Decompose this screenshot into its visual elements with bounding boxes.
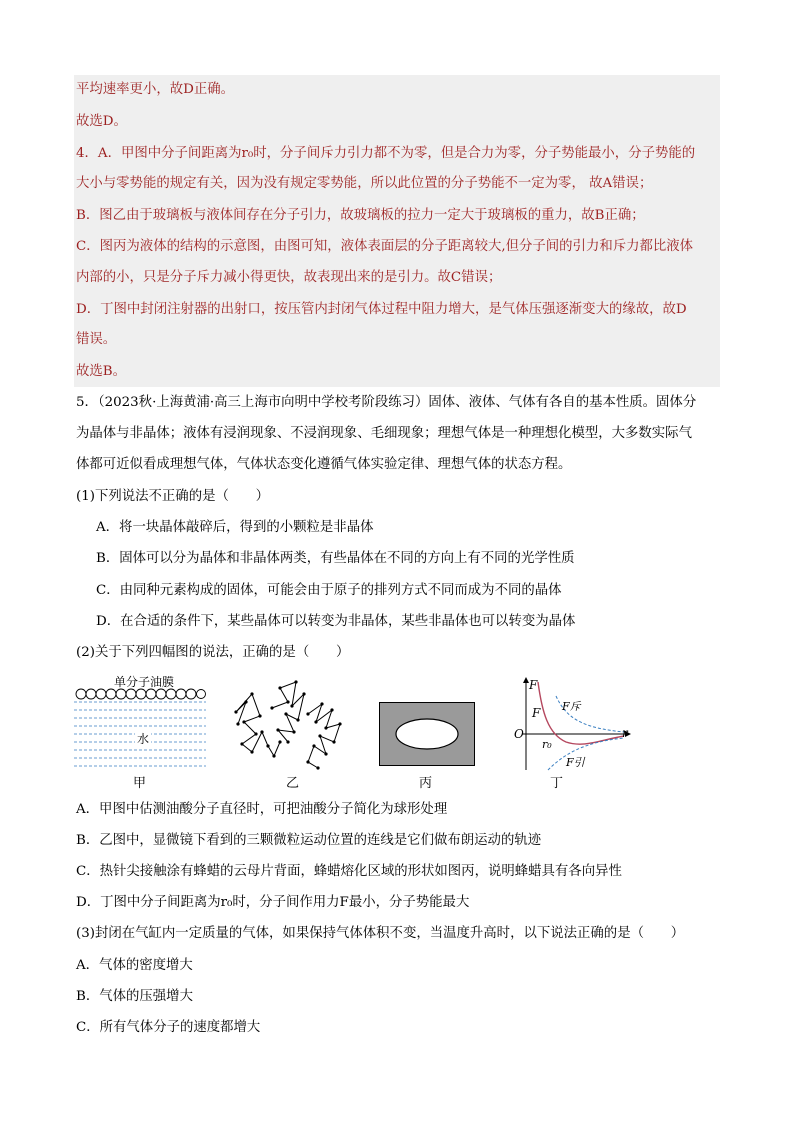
label-repulsive-force: F斥	[562, 700, 581, 713]
label-attractive-force: F引	[566, 756, 585, 769]
answer-line: D．丁图中封闭注射器的出射口，按压管内封闭气体过程中阻力增大，是气体压强逐渐变大的缘故，故D	[76, 302, 687, 317]
question-stem: 为晶体与非晶体；液体有浸润现象、不浸润现象、毛细现象；理想气体是一种理想化模型，大多数实际气	[76, 426, 692, 441]
answer-line: C．图丙为液体的结构的示意图，由图可知，液体表面层的分子距离较大,但分子间的引力和斥力都比液体	[76, 239, 694, 254]
option: B．气体的压强增大	[76, 989, 193, 1004]
axis-label-r: r	[622, 726, 628, 740]
figure-jia-title: 单分子油膜	[114, 675, 175, 689]
option: B．固体可以分为晶体和非晶体两类，有些晶体在不同的方向上有不同的光学性质	[96, 551, 575, 566]
figure-label-ding: 丁	[550, 776, 564, 791]
axis-label-f: F	[529, 678, 538, 692]
answer-line: 故选B。	[76, 364, 127, 379]
question-stem: 体都可近似看成理想气体，气体状态变化遵循气体实验定律、理想气体的状态方程。	[76, 457, 572, 472]
figure-row	[74, 672, 634, 792]
figure-label-jia: 甲	[133, 776, 147, 791]
wax-melt-diagram	[379, 702, 475, 766]
sub-question: (1)下列说法不正确的是（ ）	[76, 489, 270, 504]
origin-label: O	[514, 727, 524, 741]
option: C．由同种元素构成的固体，可能会由于原子的排列方式不同而成为不同的晶体	[96, 583, 562, 598]
figure-jia-water: 水	[137, 732, 150, 746]
option: A．将一块晶体敲碎后，得到的小颗粒是非晶体	[96, 520, 374, 535]
sub-question: (2)关于下列四幅图的说法，正确的是（ ）	[76, 645, 350, 660]
answer-line: 内部的小，只是分子斥力减小得更快，故表现出来的是引力。故C错误；	[76, 270, 502, 285]
answer-line: 故选D。	[76, 114, 127, 129]
answer-line: 错误。	[76, 332, 117, 347]
answer-block	[74, 75, 720, 387]
label-r0: r₀	[542, 738, 552, 751]
monolayer-diagram	[74, 672, 206, 768]
figure-label-yi: 乙	[286, 776, 300, 791]
option: A．气体的密度增大	[76, 958, 193, 973]
answer-line: 平均速率更小，故D正确。	[76, 82, 235, 97]
option: C．所有气体分子的速度都增大	[76, 1020, 261, 1035]
answer-line: 4．A．甲图中分子间距离为r₀时，分子间斥力引力都不为零，但是合力为零，分子势能最小，分子势能的	[76, 146, 696, 161]
option: A．甲图中估测油酸分子直径时，可把油酸分子简化为球形处理	[76, 802, 448, 817]
brownian-trajectories	[222, 672, 347, 770]
label-net-force: F	[532, 706, 541, 720]
answer-line: B．图乙由于玻璃板与液体间存在分子引力，故玻璃板的拉力一定大于玻璃板的重力，故B正确；	[76, 208, 645, 223]
sub-question: (3)封闭在气缸内一定质量的气体，如果保持气体体积不变，当温度升高时，以下说法正确的是（ ）	[76, 926, 685, 941]
option: D．丁图中分子间距离为r₀时，分子间作用力F最小，分子势能最大	[76, 895, 470, 910]
question-stem: 5．（2023秋·上海黄浦·高三上海市向明中学校考阶段练习）固体、液体、气体有各自的基本性质。固体分	[76, 395, 697, 410]
answer-line: 大小与零势能的规定有关，因为没有规定零势能，所以此位置的分子势能不一定为零， 故A错误；	[76, 176, 653, 191]
option: B．乙图中，显微镜下看到的三颗微粒运动位置的连线是它们做布朗运动的轨迹	[76, 833, 542, 848]
option: C．热针尖接触涂有蜂蜡的云母片背面，蜂蜡熔化区域的形状如图丙，说明蜂蜡具有各向异性	[76, 864, 622, 879]
figure-label-bing: 丙	[419, 776, 433, 791]
option: D．在合适的条件下，某些晶体可以转变为非晶体，某些非晶体也可以转变为晶体	[96, 614, 576, 629]
